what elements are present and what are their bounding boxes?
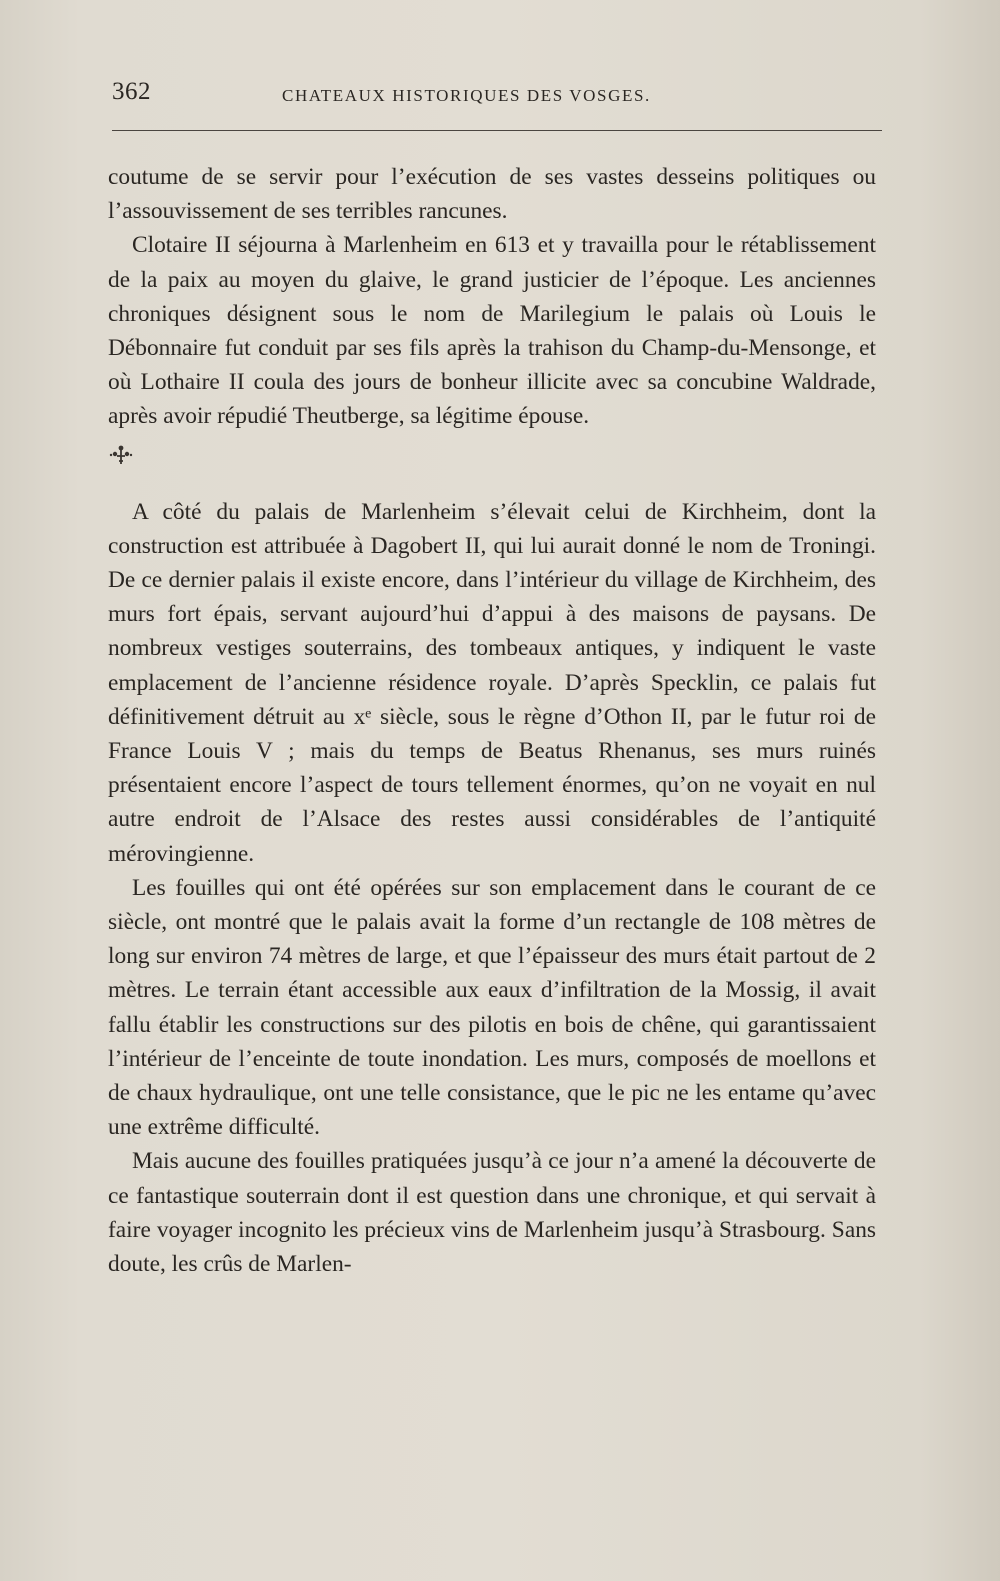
fleuron-icon bbox=[108, 442, 876, 477]
paragraph-3: A côté du palais de Marlenheim s’élevait celui de Kirchheim, dont la construction est attribuée à Dagobert II, qui lui aurait donné le nom de Troningi. De ce dernier palais il existe encore, dans l’intérieur du village de Kirchheim, des murs fort épais, servant aujourd’hui d’appui à des maisons de paysans. De nombreux vestiges souterrains, des tombeaux antiques, y indiquent le vaste emplacement de l’ancienne résidence royale. D’après Specklin, ce palais fut définitivement détruit au xᵉ siècle, sous le règne d’Othon II, par le futur roi de France Louis V ; mais du temps de Beatus Rhenanus, ses murs ruinés présentaient encore l’aspect de tours tellement énormes, qu’on ne voyait en nul autre endroit de l’Alsace des restes aussi considérables de l’antiquité mérovingienne. bbox=[108, 498, 876, 867]
page-header bbox=[112, 78, 882, 118]
fleuron-glyph bbox=[108, 442, 134, 468]
body-text bbox=[108, 160, 876, 1281]
paragraph-4: Les fouilles qui ont été opérées sur son emplacement dans le courant de ce siècle, ont montré que le palais avait la forme d’un rectangle de 108 mètres de long sur environ 74 mètres de large, et que l’épaisseur des murs était partout de 2 mètres. Le terrain étant accessible aux eaux d’infiltration de la Mossig, il avait fallu établir les constructions sur des pilotis en bois de chêne, qui garantissaient l’intérieur de l’enceinte de toute inondation. Les murs, composés de moellons et de chaux hydraulique, ont une telle consistance, que le pic ne les entame qu’avec une extrême difficulté. bbox=[108, 874, 876, 1141]
page-number: 362 bbox=[112, 78, 151, 105]
header-rule bbox=[112, 130, 882, 131]
paragraph-1: coutume de se servir pour l’exécution de ses vastes desseins politiques ou l’assouvissement de ses terribles rancunes. bbox=[108, 164, 876, 225]
running-head: CHATEAUX HISTORIQUES DES VOSGES. bbox=[282, 86, 651, 105]
paragraph-5: Mais aucune des fouilles pratiquées jusqu’à ce jour n’a amené la découverte de ce fantastique souterrain dont il est question dans une chronique, et qui servait à faire voyager incognito les précieux vins de Marlenheim jusqu’à Strasbourg. Sans doute, les crûs de Marlen- bbox=[108, 1148, 876, 1278]
paragraph-2: Clotaire II séjourna à Marlenheim en 613 et y travailla pour le rétablissement de la paix au moyen du glaive, le grand justicier de l’époque. Les anciennes chroniques désignent sous le nom de Marilegium le palais où Louis le Débonnaire fut conduit par ses fils après la trahison du Champ-du-Mensonge, et où Lothaire II coula des jours de bonheur illicite avec sa concubine Waldrade, après avoir répudié Theutberge, sa légitime épouse. bbox=[108, 232, 876, 430]
